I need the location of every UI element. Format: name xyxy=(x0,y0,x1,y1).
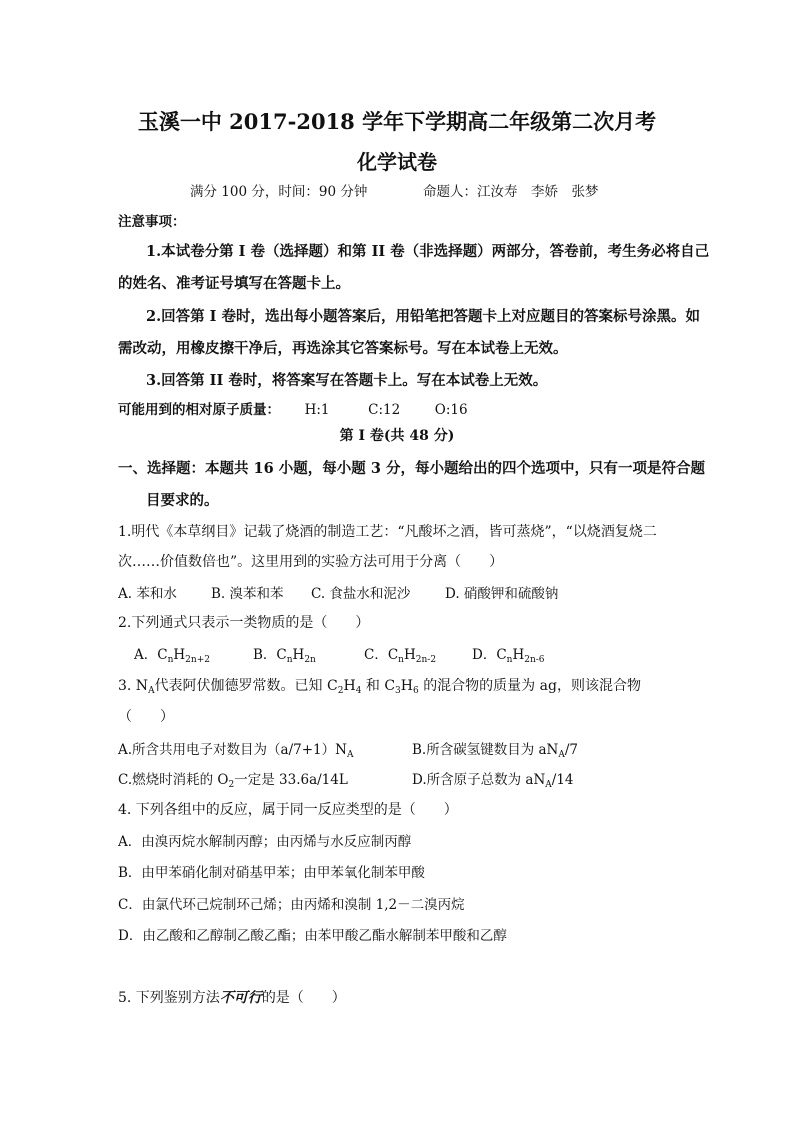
q3-option-c: C.燃烧时消耗的 $O_2$一定是 33.6a/14L xyxy=(118,772,348,790)
notes-heading: 注意事项： xyxy=(118,214,186,230)
q5-stem: 5. 下列鉴别方法不可行的是（ ） xyxy=(118,990,346,1006)
section-1-intro-line-1: 一、选择题：本题共 16 小题，每小题 3 分，每小题给出的四个选项中，只有一项是符合题 xyxy=(118,460,705,477)
note-2-line-1: 2.回答第 I 卷时，选出每小题答案后，用铅笔把答题卡上对应题目的答案标号涂黑。如 xyxy=(146,308,701,325)
q3-option-a: A.所含共用电子对数目为$(a/7+1)N_A$ xyxy=(118,742,354,760)
q2-option-c: C．$C_nH_{2n-2}$ xyxy=(364,647,437,665)
q1-option-a: A. 苯和水 xyxy=(118,586,177,602)
q3-stem-line-1: 3. $N_A$代表阿伏伽德罗常数。已知 $C_2H_4$ 和 $C_3H_6$ 的混合物的质量为 ag，则该混合物 xyxy=(118,678,641,696)
atomic-mass-o: O:16 xyxy=(434,402,468,418)
q2-option-b: B．$C_nH_{2n}$ xyxy=(253,647,316,665)
q3-option-b: B.所含碳氢键数目为 $aN_A/7$ xyxy=(412,742,579,760)
q4-option-b: B．由甲苯硝化制对硝基甲苯；由甲苯氧化制苯甲酸 xyxy=(118,865,425,881)
atomic-mass-c: C:12 xyxy=(368,402,401,418)
note-1-line-2: 的姓名、准考证号填写在答题卡上。 xyxy=(118,275,350,292)
q3-stem-line-2: （ ） xyxy=(118,709,174,725)
atomic-mass-h: H:1 xyxy=(304,402,330,418)
q1-option-d: D. 硝酸钾和硫酸钠 xyxy=(445,586,559,602)
note-2-line-2: 需改动，用橡皮擦干净后，再选涂其它答案标号。写在本试卷上无效。 xyxy=(118,340,568,357)
q1-option-b: B. 溴苯和苯 xyxy=(211,586,284,602)
exam-info-time: 满分 100 分，时间：90 分钟 xyxy=(190,184,368,200)
q4-stem: 4. 下列各组中的反应，属于同一反应类型的是（ ） xyxy=(118,802,458,818)
section-1-intro-line-2: 目要求的。 xyxy=(146,492,219,509)
q4-option-c: C．由氯代环己烷制环己烯；由丙烯和溴制 1,2－二溴丙烷 xyxy=(118,897,465,913)
atomic-mass-line xyxy=(118,398,468,418)
note-1-line-1: 1.本试卷分第 I 卷（选择题）和第 II 卷（非选择题）两部分，答卷前，考生务必将自己 xyxy=(146,243,710,260)
q2-stem: 2.下列通式只表示一类物质的是（ ） xyxy=(118,615,370,631)
section-1-heading: 第 I 卷(共 48 分) xyxy=(339,428,455,444)
atomic-mass-label: 可能用到的相对原子质量： xyxy=(118,402,280,418)
q1-stem-line-1: 1.明代《本草纲目》记载了烧酒的制造工艺：“凡酸坏之酒，皆可蒸烧”，“以烧酒复烧二 xyxy=(118,524,657,540)
note-3: 3.回答第 II 卷时，将答案写在答题卡上。写在本试卷上无效。 xyxy=(146,372,548,389)
q4-option-a: A．由溴丙烷水解制丙醇；由丙烯与水反应制丙醇 xyxy=(118,834,412,850)
exam-title: 玉溪一中 2017-2018 学年下学期高二年级第二次月考 xyxy=(137,109,657,134)
q4-option-d: D．由乙酸和乙醇制乙酸乙酯；由苯甲酸乙酯水解制苯甲酸和乙醇 xyxy=(118,928,507,944)
exam-subtitle: 化学试卷 xyxy=(357,150,437,174)
q2-option-a: A．$C_nH_{2n+2}$ xyxy=(134,647,210,665)
q1-option-c: C. 食盐水和泥沙 xyxy=(311,586,411,602)
q3-option-d: D.所含原子总数为 $aN_A/14$ xyxy=(412,772,574,790)
q1-stem-line-2: 次……价值数倍也”。这里用到的实验方法可用于分离（ ） xyxy=(118,554,504,570)
q5-emphasis: 不可行 xyxy=(219,990,262,1006)
exam-info-authors: 命题人：江汝寿 李娇 张梦 xyxy=(423,184,599,200)
q2-option-d: D．$C_nH_{2n-6}$ xyxy=(472,647,545,665)
